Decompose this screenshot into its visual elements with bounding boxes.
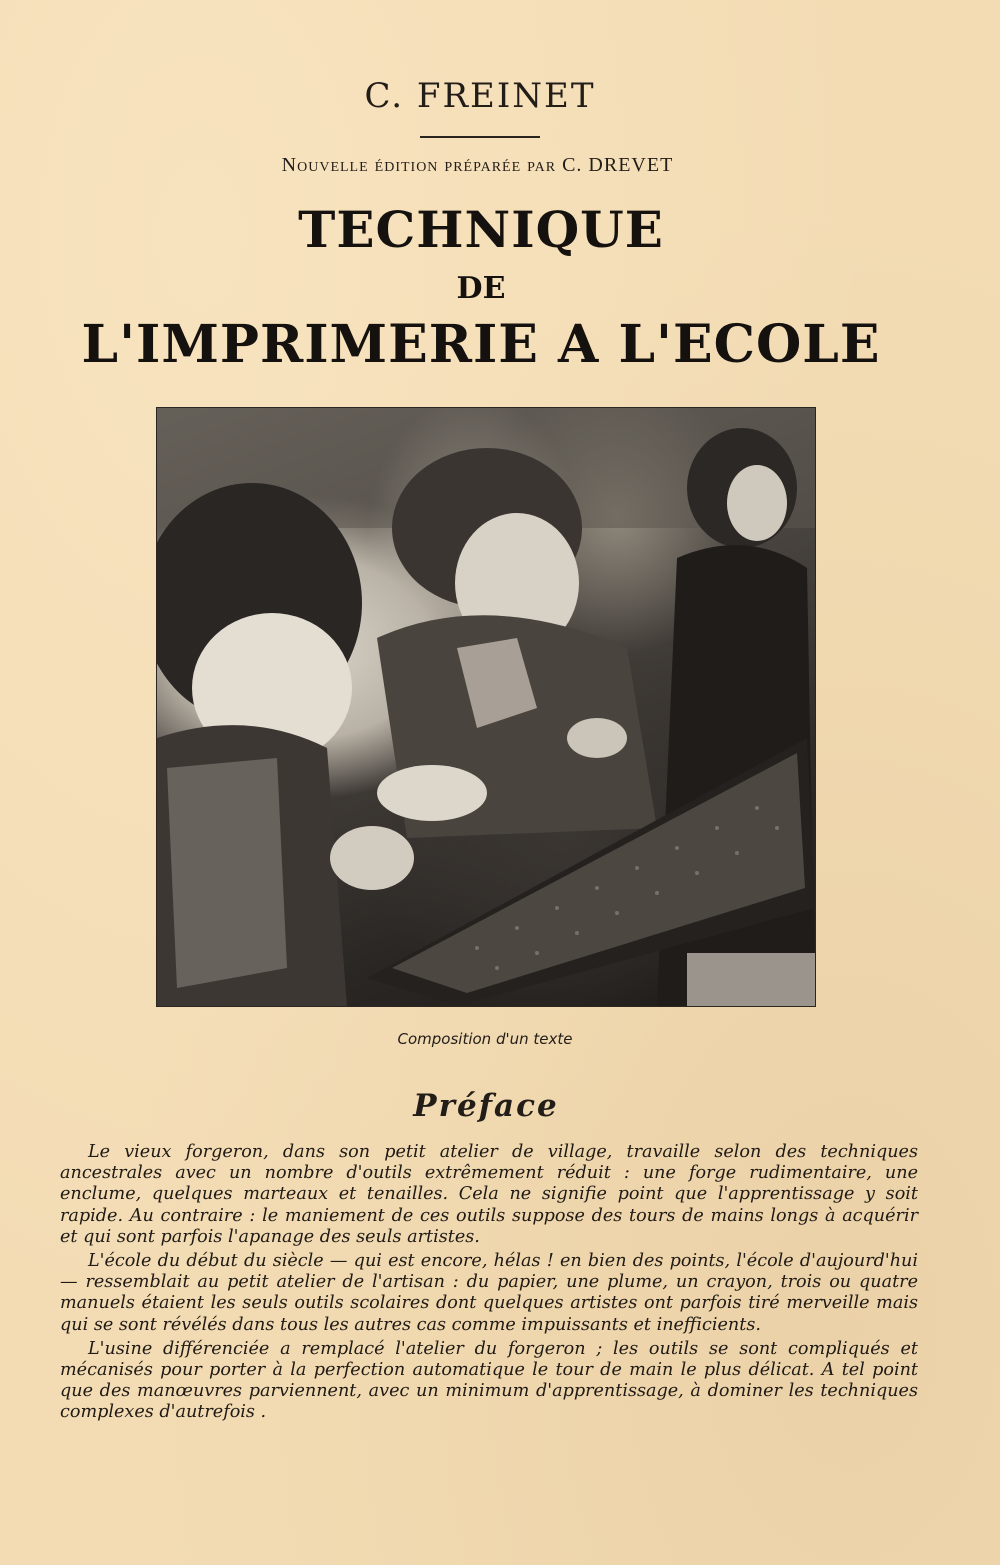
edition-note: Nouvelle édition préparée par C. DREVET bbox=[281, 154, 674, 176]
title-line-1: TECHNIQUE bbox=[298, 200, 664, 259]
photo-illustration bbox=[157, 408, 815, 1006]
photograph-children-composing-type bbox=[157, 408, 815, 1006]
preface-heading: Préface bbox=[413, 1088, 559, 1124]
preface-body bbox=[60, 1142, 918, 1427]
divider-rule bbox=[420, 136, 540, 138]
title-line-2: DE bbox=[456, 271, 506, 306]
author-name: C. FREINET bbox=[364, 76, 596, 116]
photo-caption: Composition d'un texte bbox=[397, 1030, 573, 1048]
preface-paragraph: L'école du début du siècle — qui est encore, hélas ! en bien des points, l'école d'aujourd'hui — ressemblait au petit atelier de l'artisan : du papier, une plume, un crayon, trois ou quatre manuels étaient les seuls outils scolaires dont quelques artistes ont parfois tiré merveille mais qui se sont révélés dans tous les autres cas comme impuissants et inefficients. bbox=[60, 1251, 918, 1335]
preface-paragraph: Le vieux forgeron, dans son petit atelier de village, travaille selon des techniques ancestrales avec un nombre d'outils extrêmement réduit : une forge rudimentaire, une enclume, quelques marteaux et tenailles. Cela ne signifie point que l'apprentissage y soit rapide. Au contraire : le maniement de ces outils suppose des tours de mains longs à acquérir et qui sont parfois l'apanage des seuls artistes. bbox=[60, 1142, 918, 1247]
title-line-3: L'IMPRIMERIE A L'ECOLE bbox=[81, 314, 881, 375]
preface-paragraph: L'usine différenciée a remplacé l'atelier du forgeron ; les outils se sont compliqués et mécanisés pour porter à la perfection automatique le tour de main le plus délicat. A tel point que des manœuvres parviennent, avec un minimum d'apprentissage, à dominer les techniques complexes d'autrefois . bbox=[60, 1338, 918, 1423]
